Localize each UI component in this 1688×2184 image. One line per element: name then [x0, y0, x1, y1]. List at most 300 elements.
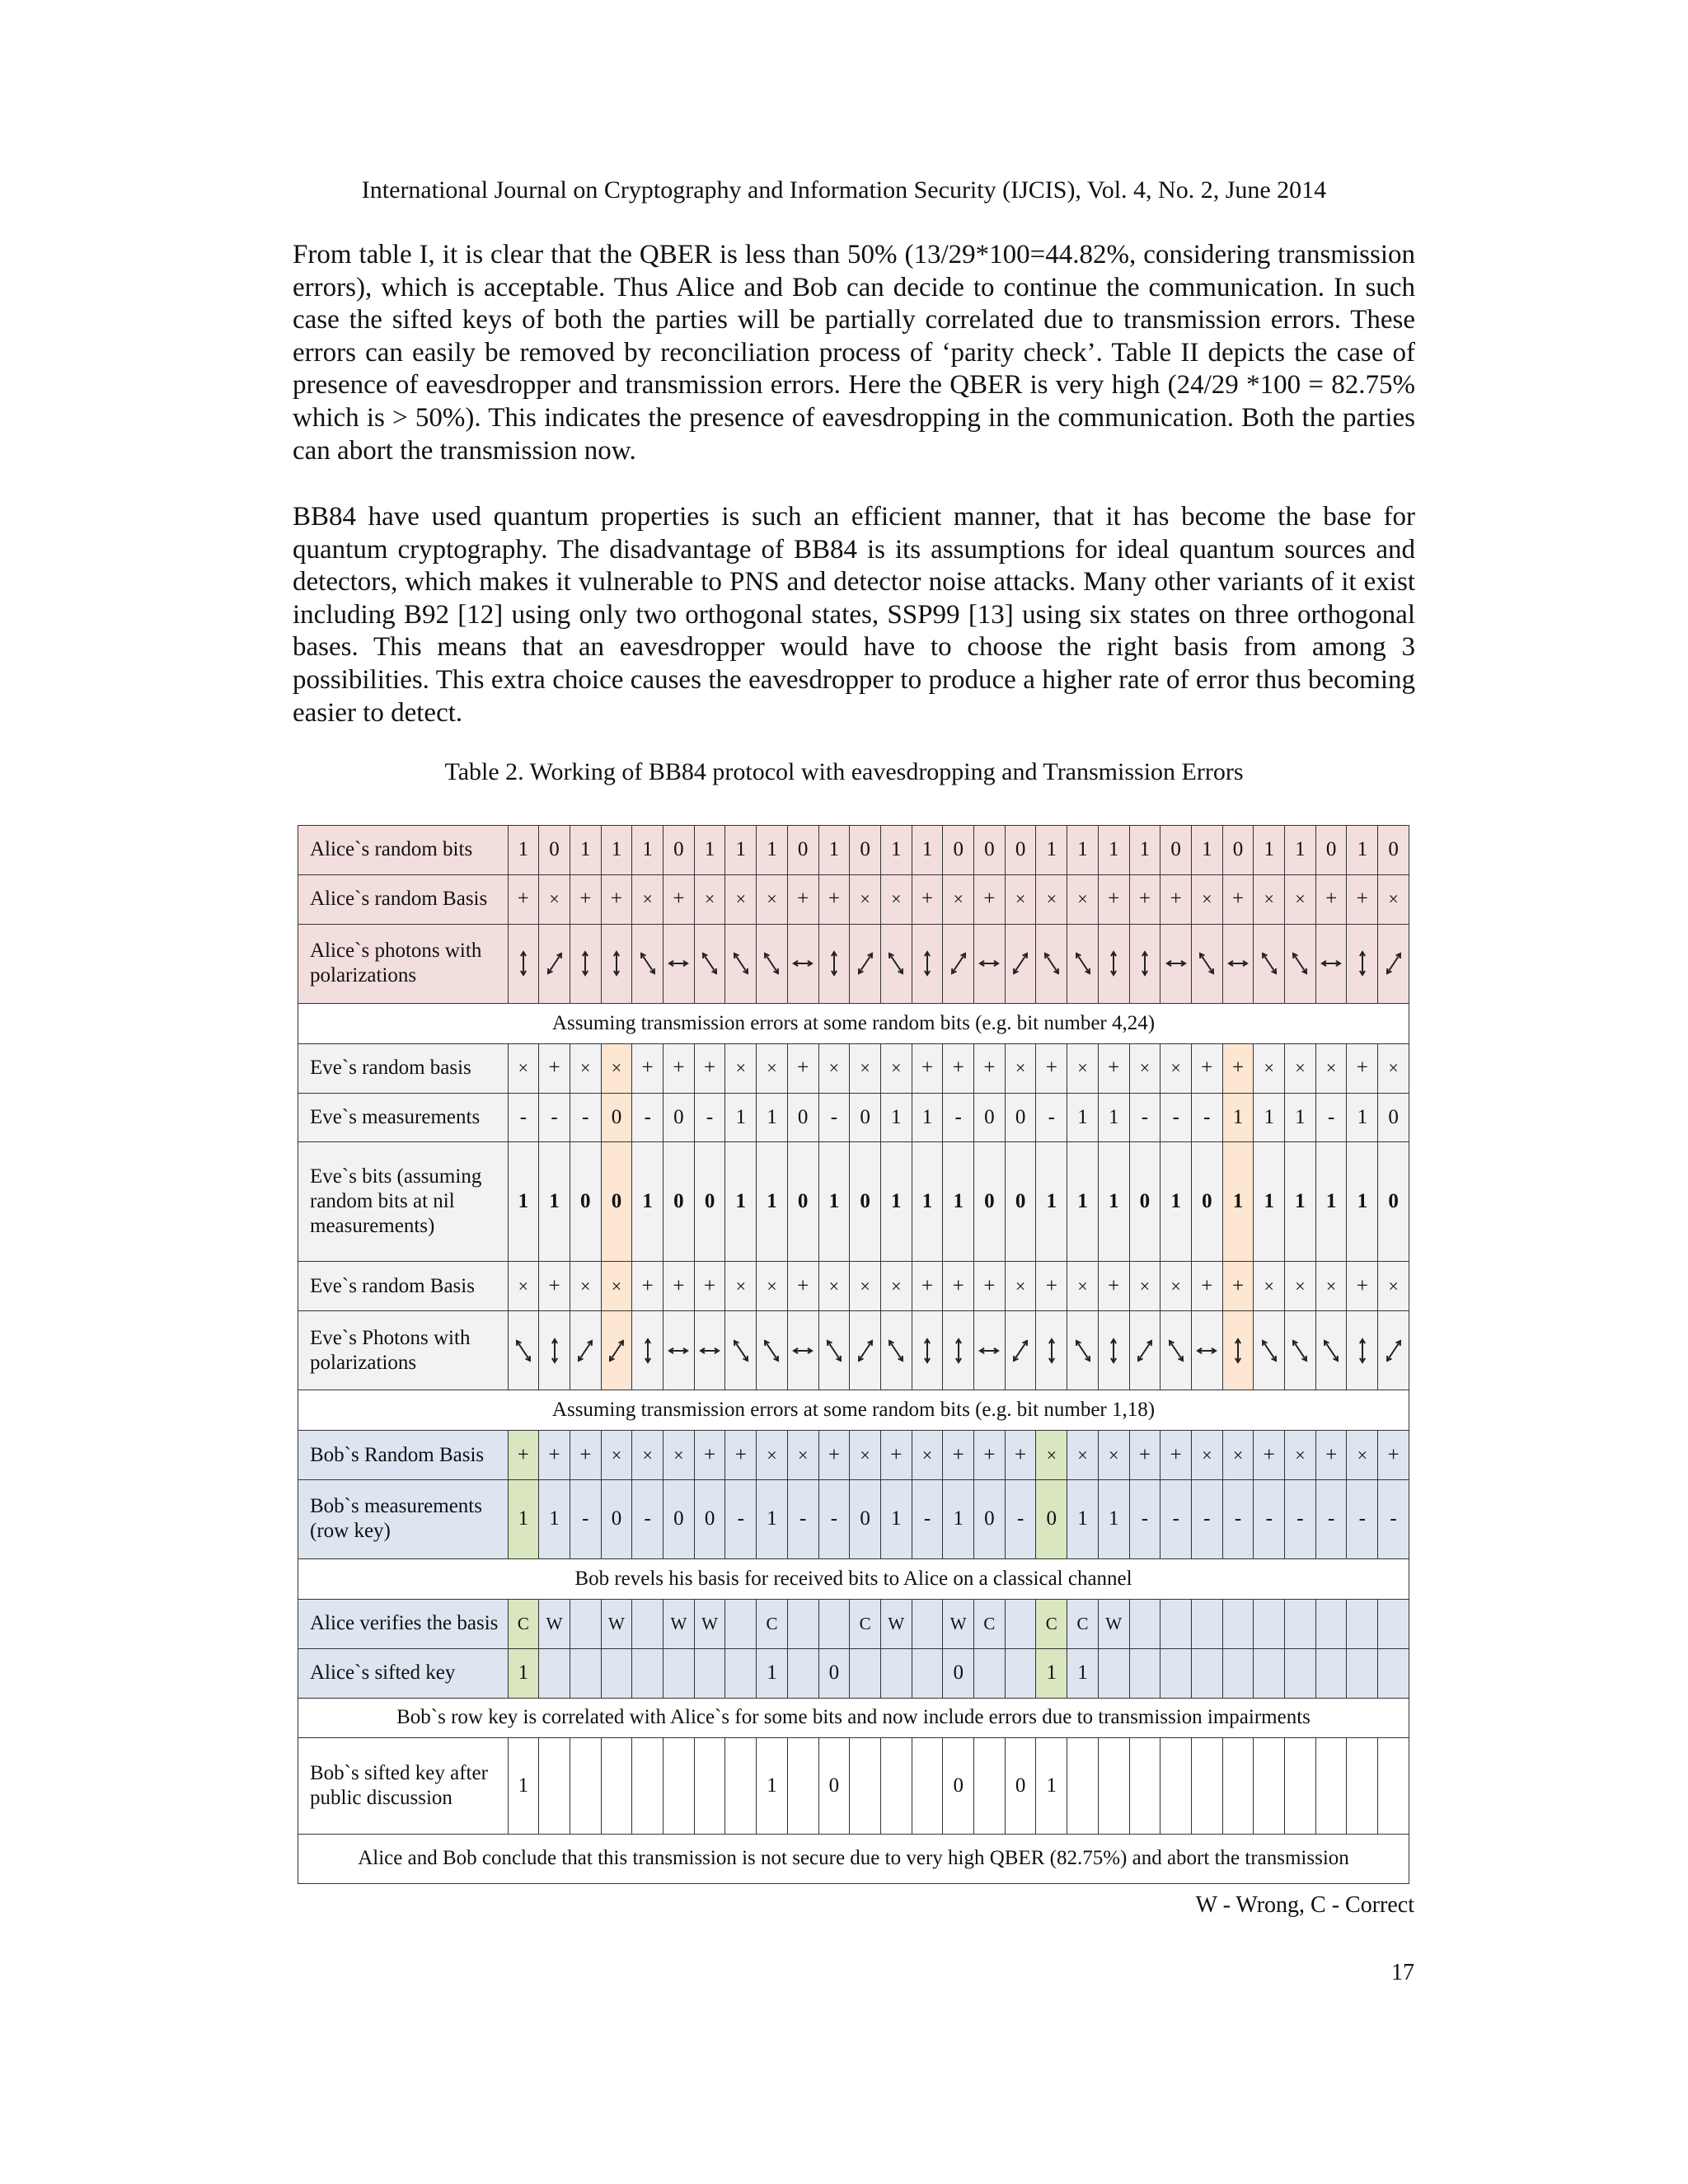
- table-row: [298, 1262, 1409, 1311]
- antidiagonal-arrow-icon: [1289, 949, 1311, 978]
- bit-cell: 1: [508, 1648, 539, 1698]
- basis-cell: +: [1378, 1431, 1409, 1480]
- polarization-cell: [632, 1311, 663, 1390]
- basis-cell: +: [1347, 1043, 1378, 1093]
- polarization-cell: [880, 1311, 912, 1390]
- basis-cell: +: [787, 1043, 818, 1093]
- basis-cell: ×: [1285, 1262, 1316, 1311]
- bit-cell: 0: [818, 1648, 850, 1698]
- bit-cell: 1: [570, 826, 601, 875]
- polarization-cell: [1129, 1311, 1160, 1390]
- basis-cell: +: [539, 1262, 570, 1311]
- vertical-arrow-icon: [948, 1336, 969, 1366]
- polarization-cell: [570, 924, 601, 1003]
- vertical-arrow-icon: [1041, 1336, 1062, 1366]
- row-label: Eve`s random Basis: [298, 1262, 509, 1311]
- table-row: [298, 1431, 1409, 1480]
- bit-cell: 0: [570, 1142, 601, 1262]
- bit-cell: 0: [818, 1738, 850, 1835]
- basis-cell: ×: [1315, 1262, 1347, 1311]
- basis-cell: ×: [1285, 1043, 1316, 1093]
- basis-cell: +: [601, 874, 632, 924]
- bit-cell: 0: [787, 826, 818, 875]
- polarization-cell: [1254, 1311, 1285, 1390]
- basis-cell: +: [694, 1431, 725, 1480]
- bit-cell: 1: [1254, 826, 1285, 875]
- bit-cell: [725, 1599, 757, 1648]
- bit-cell: -: [1347, 1479, 1378, 1558]
- bit-cell: -: [1315, 1093, 1347, 1142]
- bit-cell: [974, 1648, 1006, 1698]
- bit-cell: [570, 1648, 601, 1698]
- basis-cell: ×: [570, 1262, 601, 1311]
- basis-cell: ×: [1005, 1043, 1036, 1093]
- bit-cell: C: [850, 1599, 881, 1648]
- table-row: [298, 924, 1409, 1003]
- antidiagonal-arrow-icon: [1259, 1336, 1280, 1366]
- bit-cell: 1: [1191, 826, 1222, 875]
- antidiagonal-arrow-icon: [1072, 1336, 1094, 1366]
- paragraph-qber: From table I, it is clear that the QBER is less than 50% (13/29*100=44.82%, considering transmission errors), which is acceptable. Thus Alice and Bob can decide to continue the communication. In such case the sifted keys of both the parties will be partially correlated due to transmission errors. These errors can easily be removed by reconciliation process of ‘parity check’. Table II depicts the case of presence of eavesdropper and transmission errors. Here the QBER is very high (24/29 *100 = 82.75% which is > 50%). This indicates the presence of eavesdropping in the communication. Both the parties can abort the transmission now.: [293, 240, 1415, 466]
- bit-cell: 1: [757, 1093, 788, 1142]
- row-label: Alice verifies the basis: [298, 1599, 509, 1648]
- bit-cell: 1: [1098, 826, 1129, 875]
- basis-cell: ×: [539, 874, 570, 924]
- row-label: Bob`s measurements (row key): [298, 1479, 509, 1558]
- basis-cell: ×: [1067, 1431, 1099, 1480]
- basis-cell: +: [663, 1262, 695, 1311]
- row-label: Alice`s random bits: [298, 826, 509, 875]
- basis-cell: ×: [757, 1262, 788, 1311]
- polarization-cell: [1005, 924, 1036, 1003]
- basis-cell: ×: [1315, 1043, 1347, 1093]
- table-note-row: [298, 1559, 1409, 1600]
- basis-cell: ×: [601, 1431, 632, 1480]
- vertical-arrow-icon: [1352, 949, 1373, 978]
- bit-cell: 0: [974, 826, 1006, 875]
- basis-cell: ×: [1067, 1262, 1099, 1311]
- basis-cell: ×: [632, 874, 663, 924]
- bit-cell: 1: [880, 1142, 912, 1262]
- bit-cell: 1: [757, 1648, 788, 1698]
- bit-cell: W: [601, 1599, 632, 1648]
- basis-cell: ×: [757, 874, 788, 924]
- horizontal-arrow-icon: [699, 1336, 720, 1366]
- bit-cell: 1: [508, 826, 539, 875]
- bit-cell: -: [1036, 1093, 1067, 1142]
- basis-cell: ×: [912, 1431, 943, 1480]
- basis-cell: ×: [1036, 1431, 1067, 1480]
- bit-cell: W: [539, 1599, 570, 1648]
- basis-cell: ×: [1254, 1262, 1285, 1311]
- bit-cell: 0: [974, 1479, 1006, 1558]
- basis-cell: +: [912, 1262, 943, 1311]
- bit-cell: 1: [1036, 1648, 1067, 1698]
- basis-cell: ×: [1191, 1431, 1222, 1480]
- bit-cell: W: [694, 1599, 725, 1648]
- diagonal-arrow-icon: [606, 1336, 627, 1366]
- bit-cell: [912, 1599, 943, 1648]
- bit-cell: [912, 1738, 943, 1835]
- row-label: Eve`s bits (assuming random bits at nil measurements): [298, 1142, 509, 1262]
- bit-cell: 0: [663, 1479, 695, 1558]
- polarization-cell: [1129, 924, 1160, 1003]
- bit-cell: 1: [1285, 1093, 1316, 1142]
- bit-cell: 0: [601, 1093, 632, 1142]
- bit-cell: -: [1160, 1479, 1192, 1558]
- bit-cell: [632, 1738, 663, 1835]
- basis-cell: ×: [757, 1043, 788, 1093]
- bit-cell: [1315, 1738, 1347, 1835]
- polarization-cell: [1160, 924, 1192, 1003]
- bit-cell: -: [570, 1093, 601, 1142]
- bit-cell: 1: [1254, 1093, 1285, 1142]
- basis-cell: +: [1129, 1431, 1160, 1480]
- bit-cell: 0: [539, 826, 570, 875]
- polarization-cell: [1222, 924, 1254, 1003]
- basis-cell: ×: [1285, 1431, 1316, 1480]
- basis-cell: +: [632, 1043, 663, 1093]
- bit-cell: 1: [539, 1479, 570, 1558]
- row-label: Eve`s measurements: [298, 1093, 509, 1142]
- bit-cell: [1315, 1599, 1347, 1648]
- table-note: Alice and Bob conclude that this transmission is not secure due to very high QBER (82.75%) and abort the transmission: [298, 1834, 1409, 1883]
- bit-cell: W: [880, 1599, 912, 1648]
- table-note: Bob`s row key is correlated with Alice`s for some bits and now include errors due to transmission impairments: [298, 1698, 1409, 1738]
- basis-cell: ×: [601, 1262, 632, 1311]
- row-label: Bob`s Random Basis: [298, 1431, 509, 1480]
- bit-cell: [694, 1738, 725, 1835]
- bit-cell: 1: [1098, 1479, 1129, 1558]
- polarization-cell: [539, 1311, 570, 1390]
- bit-cell: 1: [757, 826, 788, 875]
- bit-cell: 1: [818, 826, 850, 875]
- basis-cell: +: [974, 1262, 1006, 1311]
- polarization-cell: [943, 924, 974, 1003]
- horizontal-arrow-icon: [1227, 949, 1249, 978]
- bit-cell: -: [1005, 1479, 1036, 1558]
- bit-cell: [1191, 1738, 1222, 1835]
- bit-cell: 1: [508, 1738, 539, 1835]
- vertical-arrow-icon: [544, 1336, 565, 1366]
- antidiagonal-arrow-icon: [1259, 949, 1280, 978]
- antidiagonal-arrow-icon: [730, 949, 752, 978]
- polarization-cell: [694, 1311, 725, 1390]
- polarization-cell: [943, 1311, 974, 1390]
- bit-cell: -: [570, 1479, 601, 1558]
- vertical-arrow-icon: [1103, 949, 1124, 978]
- bit-cell: [1129, 1599, 1160, 1648]
- basis-cell: ×: [1005, 1262, 1036, 1311]
- bit-cell: 1: [1067, 1093, 1099, 1142]
- bit-cell: 0: [1129, 1142, 1160, 1262]
- bit-cell: -: [539, 1093, 570, 1142]
- bit-cell: 0: [1378, 826, 1409, 875]
- bit-cell: 0: [1005, 1738, 1036, 1835]
- diagonal-arrow-icon: [1383, 1336, 1404, 1366]
- diagonal-arrow-icon: [1010, 949, 1031, 978]
- row-label: Bob`s sifted key after public discussion: [298, 1738, 509, 1835]
- bit-cell: [1254, 1648, 1285, 1698]
- polarization-cell: [850, 1311, 881, 1390]
- basis-cell: +: [508, 874, 539, 924]
- basis-cell: ×: [601, 1043, 632, 1093]
- basis-cell: +: [539, 1431, 570, 1480]
- table-row: [298, 1599, 1409, 1648]
- bit-cell: [663, 1648, 695, 1698]
- polarization-cell: [725, 1311, 757, 1390]
- basis-cell: ×: [1067, 1043, 1099, 1093]
- bit-cell: 1: [508, 1142, 539, 1262]
- bit-cell: 1: [1315, 1142, 1347, 1262]
- basis-cell: ×: [1036, 874, 1067, 924]
- bit-cell: 1: [725, 1142, 757, 1262]
- basis-cell: ×: [508, 1043, 539, 1093]
- bit-cell: [1378, 1599, 1409, 1648]
- basis-cell: ×: [1254, 874, 1285, 924]
- basis-cell: +: [1254, 1431, 1285, 1480]
- diagonal-arrow-icon: [1383, 949, 1404, 978]
- bit-cell: [787, 1599, 818, 1648]
- basis-cell: ×: [850, 1043, 881, 1093]
- antidiagonal-arrow-icon: [761, 1336, 782, 1366]
- bit-cell: [1254, 1599, 1285, 1648]
- basis-cell: +: [1098, 1262, 1129, 1311]
- antidiagonal-arrow-icon: [637, 949, 659, 978]
- basis-cell: ×: [508, 1262, 539, 1311]
- bit-cell: [725, 1648, 757, 1698]
- polarization-cell: [1378, 1311, 1409, 1390]
- basis-cell: ×: [850, 1262, 881, 1311]
- basis-cell: +: [1347, 1262, 1378, 1311]
- bit-cell: 0: [850, 1479, 881, 1558]
- bit-cell: 1: [1285, 826, 1316, 875]
- bit-cell: [1347, 1738, 1378, 1835]
- bit-cell: [1005, 1648, 1036, 1698]
- diagonal-arrow-icon: [544, 949, 565, 978]
- basis-cell: ×: [632, 1431, 663, 1480]
- bit-cell: 1: [880, 826, 912, 875]
- polarization-cell: [912, 924, 943, 1003]
- bit-cell: [1160, 1648, 1192, 1698]
- vertical-arrow-icon: [513, 949, 534, 978]
- basis-cell: ×: [1222, 1431, 1254, 1480]
- polarization-cell: [757, 924, 788, 1003]
- bit-cell: [1378, 1738, 1409, 1835]
- basis-cell: +: [1129, 874, 1160, 924]
- horizontal-arrow-icon: [792, 949, 814, 978]
- journal-header: International Journal on Cryptography and Information Security (IJCIS), Vol. 4, No. 2, June 2014: [361, 176, 1327, 204]
- polarization-cell: [818, 1311, 850, 1390]
- bit-cell: [880, 1738, 912, 1835]
- antidiagonal-arrow-icon: [1072, 949, 1094, 978]
- horizontal-arrow-icon: [668, 949, 689, 978]
- basis-cell: ×: [1098, 1431, 1129, 1480]
- polarization-cell: [1254, 924, 1285, 1003]
- bit-cell: 1: [508, 1479, 539, 1558]
- bit-cell: [787, 1738, 818, 1835]
- bit-cell: [1254, 1738, 1285, 1835]
- bit-cell: 0: [694, 1479, 725, 1558]
- bit-cell: 1: [880, 1093, 912, 1142]
- bit-cell: [850, 1648, 881, 1698]
- polarization-cell: [1098, 924, 1129, 1003]
- bit-cell: 1: [1285, 1142, 1316, 1262]
- basis-cell: ×: [880, 1262, 912, 1311]
- horizontal-arrow-icon: [978, 949, 1000, 978]
- bit-cell: [601, 1648, 632, 1698]
- basis-cell: +: [1222, 1262, 1254, 1311]
- polarization-cell: [539, 924, 570, 1003]
- polarization-cell: [880, 924, 912, 1003]
- basis-cell: +: [974, 1431, 1006, 1480]
- bit-cell: [1285, 1648, 1316, 1698]
- bit-cell: [1315, 1648, 1347, 1698]
- polarization-cell: [1067, 924, 1099, 1003]
- bit-cell: -: [1285, 1479, 1316, 1558]
- bit-cell: 0: [1378, 1093, 1409, 1142]
- row-label: Eve`s random basis: [298, 1043, 509, 1093]
- bit-cell: [1378, 1648, 1409, 1698]
- horizontal-arrow-icon: [1320, 949, 1342, 978]
- table-note: Bob revels his basis for received bits to Alice on a classical channel: [298, 1559, 1409, 1600]
- bit-cell: 1: [1222, 1142, 1254, 1262]
- bit-cell: [912, 1648, 943, 1698]
- bit-cell: [1160, 1738, 1192, 1835]
- polarization-cell: [1160, 1311, 1192, 1390]
- bit-cell: 1: [694, 826, 725, 875]
- bit-cell: 1: [757, 1142, 788, 1262]
- bit-cell: W: [1098, 1599, 1129, 1648]
- polarization-cell: [1315, 1311, 1347, 1390]
- row-label: Alice`s sifted key: [298, 1648, 509, 1698]
- bit-cell: 0: [1005, 826, 1036, 875]
- bit-cell: 1: [1347, 1142, 1378, 1262]
- bit-cell: [570, 1599, 601, 1648]
- basis-cell: +: [508, 1431, 539, 1480]
- bit-cell: [570, 1738, 601, 1835]
- bit-cell: 0: [663, 1093, 695, 1142]
- bit-cell: C: [1036, 1599, 1067, 1648]
- bit-cell: [1347, 1599, 1378, 1648]
- bit-cell: [1005, 1599, 1036, 1648]
- bit-cell: [818, 1599, 850, 1648]
- polarization-cell: [663, 924, 695, 1003]
- bit-cell: 1: [601, 826, 632, 875]
- basis-cell: ×: [663, 1431, 695, 1480]
- bit-cell: 1: [880, 1479, 912, 1558]
- bit-cell: [725, 1738, 757, 1835]
- horizontal-arrow-icon: [1165, 949, 1187, 978]
- polarization-cell: [787, 1311, 818, 1390]
- basis-cell: ×: [1378, 874, 1409, 924]
- basis-cell: +: [943, 1043, 974, 1093]
- bit-cell: -: [787, 1479, 818, 1558]
- basis-cell: ×: [1254, 1043, 1285, 1093]
- table-legend: W - Wrong, C - Correct: [1195, 1892, 1414, 1918]
- basis-cell: ×: [694, 874, 725, 924]
- row-label: Eve`s Photons with polarizations: [298, 1311, 509, 1390]
- horizontal-arrow-icon: [792, 1336, 814, 1366]
- basis-cell: +: [818, 874, 850, 924]
- bit-cell: [1191, 1648, 1222, 1698]
- basis-cell: +: [1005, 1431, 1036, 1480]
- row-label: Alice`s random Basis: [298, 874, 509, 924]
- vertical-arrow-icon: [1227, 1336, 1249, 1366]
- basis-cell: +: [1191, 1262, 1222, 1311]
- vertical-arrow-icon: [917, 1336, 938, 1366]
- bit-cell: 1: [757, 1479, 788, 1558]
- bit-cell: 1: [1067, 826, 1099, 875]
- bit-cell: 0: [1191, 1142, 1222, 1262]
- bit-cell: -: [943, 1093, 974, 1142]
- bit-cell: -: [508, 1093, 539, 1142]
- table-row: [298, 1311, 1409, 1390]
- bit-cell: 1: [1254, 1142, 1285, 1262]
- polarization-cell: [974, 1311, 1006, 1390]
- bit-cell: 0: [1005, 1142, 1036, 1262]
- bit-cell: [1098, 1648, 1129, 1698]
- antidiagonal-arrow-icon: [1041, 949, 1062, 978]
- basis-cell: +: [943, 1431, 974, 1480]
- table-row: [298, 1043, 1409, 1093]
- basis-cell: ×: [1378, 1262, 1409, 1311]
- bit-cell: [1098, 1738, 1129, 1835]
- basis-cell: +: [974, 874, 1006, 924]
- basis-cell: ×: [1067, 874, 1099, 924]
- basis-cell: +: [725, 1431, 757, 1480]
- basis-cell: +: [1315, 874, 1347, 924]
- basis-cell: +: [787, 1262, 818, 1311]
- bit-cell: 1: [1098, 1093, 1129, 1142]
- table-note: Assuming transmission errors at some random bits (e.g. bit number 1,18): [298, 1390, 1409, 1431]
- vertical-arrow-icon: [1352, 1336, 1373, 1366]
- antidiagonal-arrow-icon: [1320, 1336, 1342, 1366]
- basis-cell: +: [694, 1043, 725, 1093]
- vertical-arrow-icon: [606, 949, 627, 978]
- polarization-cell: [601, 924, 632, 1003]
- bit-cell: 1: [1222, 1093, 1254, 1142]
- bit-cell: -: [725, 1479, 757, 1558]
- polarization-cell: [1191, 1311, 1222, 1390]
- bit-cell: 1: [1067, 1142, 1099, 1262]
- basis-cell: +: [1222, 874, 1254, 924]
- bit-cell: -: [632, 1093, 663, 1142]
- bit-cell: C: [508, 1599, 539, 1648]
- horizontal-arrow-icon: [1196, 1336, 1217, 1366]
- polarization-cell: [632, 924, 663, 1003]
- polarization-cell: [570, 1311, 601, 1390]
- basis-cell: +: [818, 1431, 850, 1480]
- bit-cell: 1: [1129, 826, 1160, 875]
- bit-cell: -: [1160, 1093, 1192, 1142]
- bit-cell: 1: [1036, 826, 1067, 875]
- basis-cell: +: [943, 1262, 974, 1311]
- bit-cell: 0: [1315, 826, 1347, 875]
- polarization-cell: [787, 924, 818, 1003]
- basis-cell: ×: [725, 874, 757, 924]
- bit-cell: [1222, 1648, 1254, 1698]
- bit-cell: -: [1315, 1479, 1347, 1558]
- basis-cell: +: [1036, 1043, 1067, 1093]
- polarization-cell: [757, 1311, 788, 1390]
- polarization-cell: [508, 924, 539, 1003]
- bit-cell: [632, 1648, 663, 1698]
- bit-cell: -: [1378, 1479, 1409, 1558]
- bit-cell: 1: [539, 1142, 570, 1262]
- bit-cell: [601, 1738, 632, 1835]
- polarization-cell: [694, 924, 725, 1003]
